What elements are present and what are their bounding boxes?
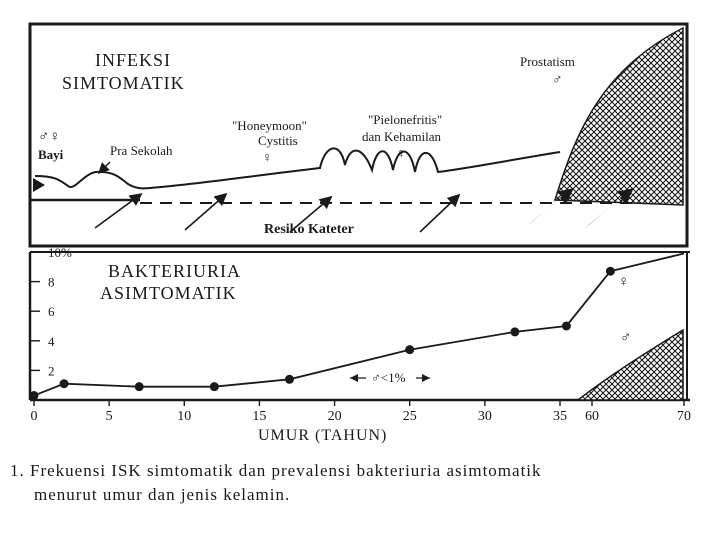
pielo-label-1: "Pielonefritis" (368, 112, 443, 127)
male-note-text: ♂<1% (371, 370, 406, 385)
caption-line-1: 1. Frekuensi ISK simtomatik dan prevalensi bakteriuria asimtomatik (10, 461, 542, 480)
catheter-arrow-4 (420, 196, 458, 232)
caption (10, 461, 542, 504)
x-tick-label: 10 (177, 409, 192, 424)
x-tick-label: 35 (553, 409, 567, 424)
female-data-point (135, 382, 144, 391)
y-tick-label: 2 (48, 363, 55, 379)
pielo-symbol: ♀ (396, 147, 407, 162)
x-ticks (31, 400, 692, 424)
female-data-point (210, 382, 219, 391)
infant-marker (33, 178, 45, 192)
female-data-point (30, 391, 39, 400)
catheter-arrow-5 (528, 188, 574, 225)
male-symbol: ♂ (620, 330, 632, 346)
male-note (350, 369, 430, 385)
female-data-point (510, 327, 519, 336)
bayi-label: Bayi (38, 147, 64, 162)
x-tick-label: 20 (327, 409, 342, 424)
female-data-point (60, 379, 69, 388)
prostatism-label: Prostatism (520, 54, 575, 69)
x-tick-label: 25 (402, 409, 417, 424)
x-tick-label: 70 (677, 409, 691, 424)
x-tick-label: 30 (477, 409, 492, 424)
female-data-point (606, 267, 615, 276)
top-panel (30, 24, 687, 246)
x-axis-title: UMUR (TAHUN) (258, 427, 388, 444)
bottom-title-line2: ASIMTOMATIK (100, 283, 237, 303)
y-tick-label: 4 (48, 333, 55, 349)
female-data-point (562, 322, 571, 331)
honeymoon-symbol: ♀ (262, 151, 273, 166)
pra-sekolah-label: Pra Sekolah (110, 143, 173, 158)
bottom-panel (30, 245, 692, 444)
honeymoon-label-2: Cystitis (258, 133, 298, 148)
x-tick-label: 0 (30, 409, 38, 424)
x-tick-label: 5 (105, 409, 113, 424)
y-tick-label: 6 (48, 304, 55, 320)
y-ticks (30, 245, 72, 378)
y-tick-label: 8 (48, 274, 55, 290)
pielo-label-2: dan Kehamilan (362, 129, 442, 144)
resiko-kateter-label: Resiko Kateter (264, 222, 354, 237)
top-title-line1: INFEKSI (95, 50, 172, 70)
prostatism-symbol: ♂ (552, 73, 563, 88)
female-symbol: ♀ (618, 274, 630, 290)
pra-sekolah-pointer (100, 162, 110, 172)
honeymoon-label-1: "Honeymoon" (232, 118, 307, 133)
female-data-point (285, 375, 294, 384)
bottom-title-line1: BAKTERIURIA (108, 261, 241, 281)
y-tick-label: 10% (48, 245, 72, 260)
bayi-symbols: ♂♀ (38, 129, 61, 145)
x-tick-label: 60 (585, 409, 599, 424)
caption-line-2: menurut umur dan jenis kelamin. (34, 485, 291, 504)
top-title-line2: SIMTOMATIK (62, 73, 185, 93)
female-data-point (405, 345, 414, 354)
x-tick-label: 15 (252, 409, 267, 424)
catheter-arrow-2 (185, 195, 225, 230)
